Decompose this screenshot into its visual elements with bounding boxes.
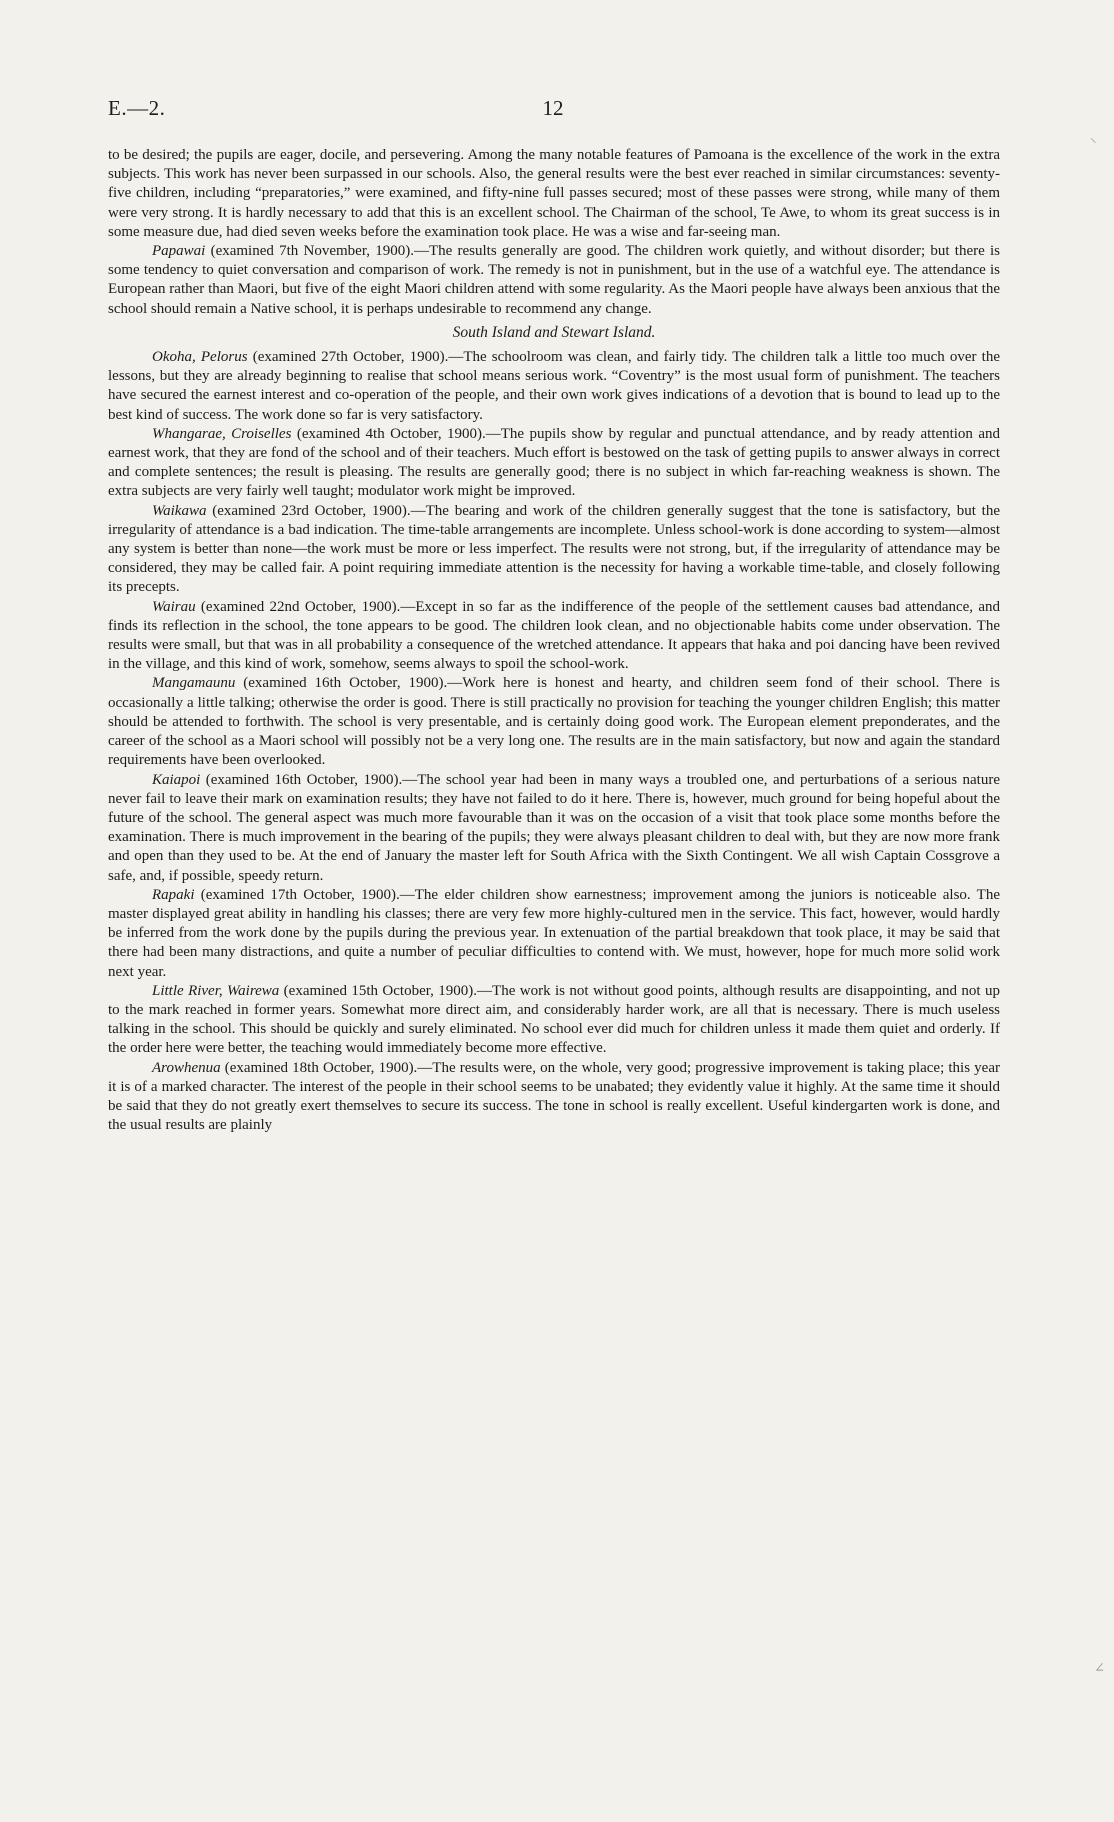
paragraph-okoha <box>108 348 1000 425</box>
paragraph-text: (examined 17th October, 1900).—The elder children show earnestness; improvement among the juniors is noticeable also. The master displayed great ability in handling his classes; there are very few more highly-cultured men in the service. This fact, however, would hardly be inferred from the work done by the pupils during the previous year. In extenuation of the partial breakdown that took place, it may be said that there had been many distractions, and quite a number of peculiar difficulties to contend with. We must, however, hope for much more solid work next year. <box>108 886 1000 980</box>
paragraph-text: (examined 22nd October, 1900).—Except in so far as the indifference of the people of the settlement causes bad attendance, and finds its reflection in the school, the tone appears to be good. The children look clean, and no objectionable habits come under observation. The results were small, but that was in all probability a consequence of the wretched attendance. It appears that haka and poi dancing have been revived in the village, and this kind of work, somehow, seems always to spoil the school-work. <box>108 598 1000 673</box>
school-name: Arowhenua <box>152 1059 221 1076</box>
paragraph-wairau <box>108 598 1000 675</box>
school-name: Papawai <box>152 243 206 260</box>
document-reference: E.—2. <box>108 96 166 120</box>
paragraph-papawai <box>108 242 1000 319</box>
school-name: Whangarae, Croiselles <box>152 425 292 442</box>
page-number: 12 <box>542 96 564 120</box>
section-heading: South Island and Stewart Island. <box>452 323 656 341</box>
paragraph-kaiapoi <box>108 771 1000 886</box>
paragraph-arowhenua <box>108 1059 1000 1136</box>
school-name: Okoha, Pelorus <box>152 349 248 366</box>
paragraph-waikawa <box>108 502 1000 598</box>
paragraph-rapaki <box>108 886 1000 982</box>
paragraph-text: to be desired; the pupils are eager, docile, and persevering. Among the many notable features of Pamoana is the excellence of the work in the extra subjects. This work has never been surpassed in our schools. Also, the general results were the best ever reached in similar circumstances: seventy-five children, including “preparatories,” were examined, and fifty-nine full passes secured; most of these passes were strong, while many of them were very strong. It is hardly necessary to add that this is an excellent school. The Chairman of the school, Te Awe, to whom its great success is in some measure due, had died seven weeks before the examination took place. He was a wise and far-seeing man. <box>108 147 1000 240</box>
paragraph <box>108 146 1000 242</box>
paragraph-text: (examined 23rd October, 1900).—The bearing and work of the children generally suggest that the tone is satisfactory, but the irregularity of attendance is a bad indication. The time-table arrangements are incomplete. Unless school-work is done according to system—almost any system is better than none—the work must be more or less imperfect. The results were not strong, but, if the irregularity of attendance may be considered, they may be called fair. A point requiring immediate attention is the necessity for having a workable time-table, and closely following its precepts. <box>108 502 1000 596</box>
paragraph-text: (examined 4th October, 1900).—The pupils show by regular and punctual attendance, and by ready attention and earnest work, that they are fond of the school and of their teachers. Much effort is bestowed on the task of getting pupils to answer always in correct and complete sentences; the result is pleasing. The results are generally good; there is no subject in which far-reaching weakness is shown. The extra subjects are very fairly well taught; modulator work might be improved. <box>108 425 1000 500</box>
page-header <box>108 96 998 124</box>
school-name: Rapaki <box>152 886 195 903</box>
paragraph-whangarae <box>108 425 1000 502</box>
scan-mark: ∠ <box>1094 1660 1105 1675</box>
school-name: Little River, Wairewa <box>152 982 280 999</box>
paragraph-text: (examined 15th October, 1900).—The work is not without good points, although results are disappointing, and not up to the mark reached in former years. Somewhat more direct aim, and considerably harder work, are all that is necessary. There is much useless talking in the school. This should be quickly and surely eliminated. No school ever did much for children unless it made them quiet and orderly. If the order here were better, the teaching would immediately become more effective. <box>108 982 1000 1057</box>
paragraph-mangamaunu <box>108 674 1000 770</box>
paragraph-text: (examined 27th October, 1900).—The schoolroom was clean, and fairly tidy. The children talk a little too much over the lessons, but they are already beginning to realise that school means serious work. “Coventry” is the most usual form of punishment. The teachers have secured the earnest interest and co-operation of the people, and their own work gives indications of a devotion that is bound to lead up to the best kind of success. The work done so far is very satisfactory. <box>108 349 1000 423</box>
school-name: Kaiapoi <box>152 771 201 788</box>
school-name: Mangamaunu <box>152 675 236 692</box>
paragraph-text: (examined 16th October, 1900).—Work here is honest and hearty, and children seem fond of their school. There is occasionally a little talking; otherwise the order is good. There is still practically no provision for teaching the younger children English; this matter should be attended to forthwith. The school is very presentable, and is certainly doing good work. The European element preponderates, and the career of the school as a Maori school will possibly not be a very long one. The results are in the main satisfactory, but now and again the standard requirements have been overlooked. <box>108 675 1000 769</box>
body-text <box>108 146 1000 1135</box>
scan-mark: ⸜ <box>1090 130 1097 145</box>
paragraph-text: (examined 16th October, 1900).—The school year had been in many ways a troubled one, and perturbations of a serious nature never fail to leave their mark on examination results; they have not failed to do it here. There is, however, much ground for being hopeful about the future of the school. The general aspect was much more favourable than it was on the occasion of a visit that took place some months before the examination. There is much improvement in the bearing of the pupils; they were always pleasant children to deal with, but they are now more frank and open than they used to be. At the end of January the master left for South Africa with the Sixth Contingent. We all wish Captain Cossgrove a safe, and, if possible, speedy return. <box>108 771 1000 884</box>
paragraph-little-river <box>108 982 1000 1059</box>
paragraph-text: (examined 7th November, 1900).—The results generally are good. The children work quietly, and without disorder; but there is some tendency to quiet conversation and comparison of work. The remedy is not in punishment, but in the use of a watchful eye. The attendance is European rather than Maori, but five of the eight Maori children attend with some regularity. As the Maori people have always been anxious that the school should remain a Native school, it is perhaps undesirable to recommend any change. <box>108 243 1000 317</box>
school-name: Wairau <box>152 598 196 615</box>
paragraph-text: (examined 18th October, 1900).—The results were, on the whole, very good; progressive improvement is taking place; this year it is of a marked character. The interest of the people in their school seems to be unabated; they evidently value it highly. At the same time it should be said that they do not greatly exert themselves to secure its success. The tone in school is really excellent. Useful kindergarten work is done, and the usual results are plainly <box>108 1059 1000 1134</box>
school-name: Waikawa <box>152 502 207 519</box>
